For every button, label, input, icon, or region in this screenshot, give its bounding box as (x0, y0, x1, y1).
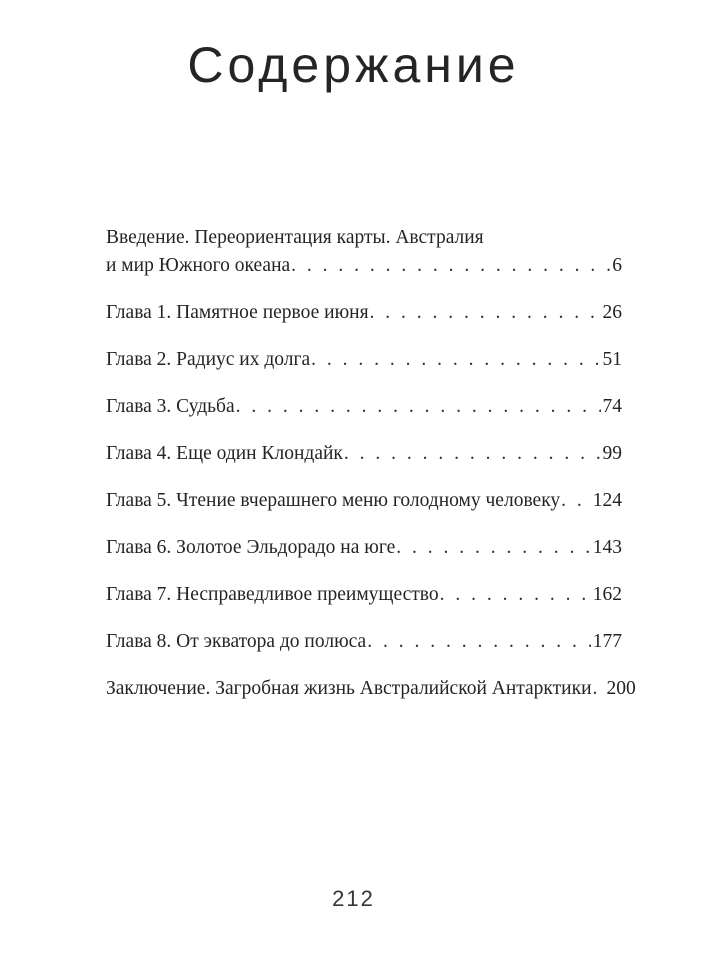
toc-entry-line (106, 393, 622, 421)
toc-entry-line (106, 581, 622, 609)
toc-list (106, 224, 636, 722)
dot-leader (311, 346, 600, 374)
toc-entry-label: Введение. Переориентация карты. Австралия (106, 227, 484, 248)
toc-page-number: 74 (602, 396, 622, 417)
dot-leader (440, 581, 591, 609)
dot-leader (396, 534, 591, 562)
dot-leader (370, 299, 601, 327)
toc-entry-line (106, 440, 622, 468)
toc-page-number: 177 (592, 631, 622, 652)
toc-entry (106, 393, 622, 421)
toc-page-number: 162 (592, 584, 622, 605)
toc-page-number: 99 (602, 443, 622, 464)
toc-entry-line (106, 487, 622, 515)
dot-leader (367, 628, 591, 656)
page-number: 212 (332, 886, 375, 911)
toc-entry-label: и мир Южного океана (106, 255, 291, 276)
dot-leader (561, 487, 591, 515)
toc-page-number: 143 (592, 537, 622, 558)
toc-entry-line (106, 628, 622, 656)
toc-entry (106, 346, 622, 374)
toc-entry-label: Глава 4. Еще один Клондайк (106, 443, 343, 464)
toc-entry-label: Глава 1. Памятное первое июня (106, 302, 369, 323)
toc-entry-line (106, 299, 622, 327)
toc-page-number: 26 (602, 302, 622, 323)
toc-entry (106, 675, 636, 703)
toc-entry-label: Глава 5. Чтение вчерашнего меню голодному человеку (106, 490, 561, 511)
toc-entry (106, 581, 622, 609)
toc-entry-line (106, 224, 622, 252)
toc-entry (106, 487, 622, 515)
toc-entry (106, 534, 622, 562)
toc-entry-line (106, 675, 636, 703)
toc-entry-label: Глава 7. Несправедливое преимущество (106, 584, 439, 605)
toc-entry-line (106, 252, 622, 280)
dot-leader (344, 440, 601, 468)
toc-entry-line (106, 346, 622, 374)
dot-leader (291, 252, 610, 280)
toc-page-number: 51 (602, 349, 622, 370)
toc-page-number: 124 (592, 490, 622, 511)
toc-entry (106, 224, 622, 280)
toc-entry-label: Глава 6. Золотое Эльдорадо на юге (106, 537, 396, 558)
toc-entry (106, 299, 622, 327)
dot-leader (236, 393, 601, 421)
toc-entry-label: Глава 3. Судьба (106, 396, 235, 417)
toc-entry-line (106, 534, 622, 562)
toc-entry (106, 628, 622, 656)
toc-entry-label: Глава 2. Радиус их долга (106, 349, 311, 370)
page-title: Содержание (187, 37, 520, 93)
dot-leader (593, 675, 605, 703)
toc-page-number: 200 (606, 678, 636, 699)
toc-entry-label: Глава 8. От экватора до полюса (106, 631, 367, 652)
toc-entry (106, 440, 622, 468)
toc-page-number: 6 (612, 255, 622, 276)
toc-entry-label: Заключение. Загробная жизнь Австралийской Антарктики (106, 678, 592, 699)
